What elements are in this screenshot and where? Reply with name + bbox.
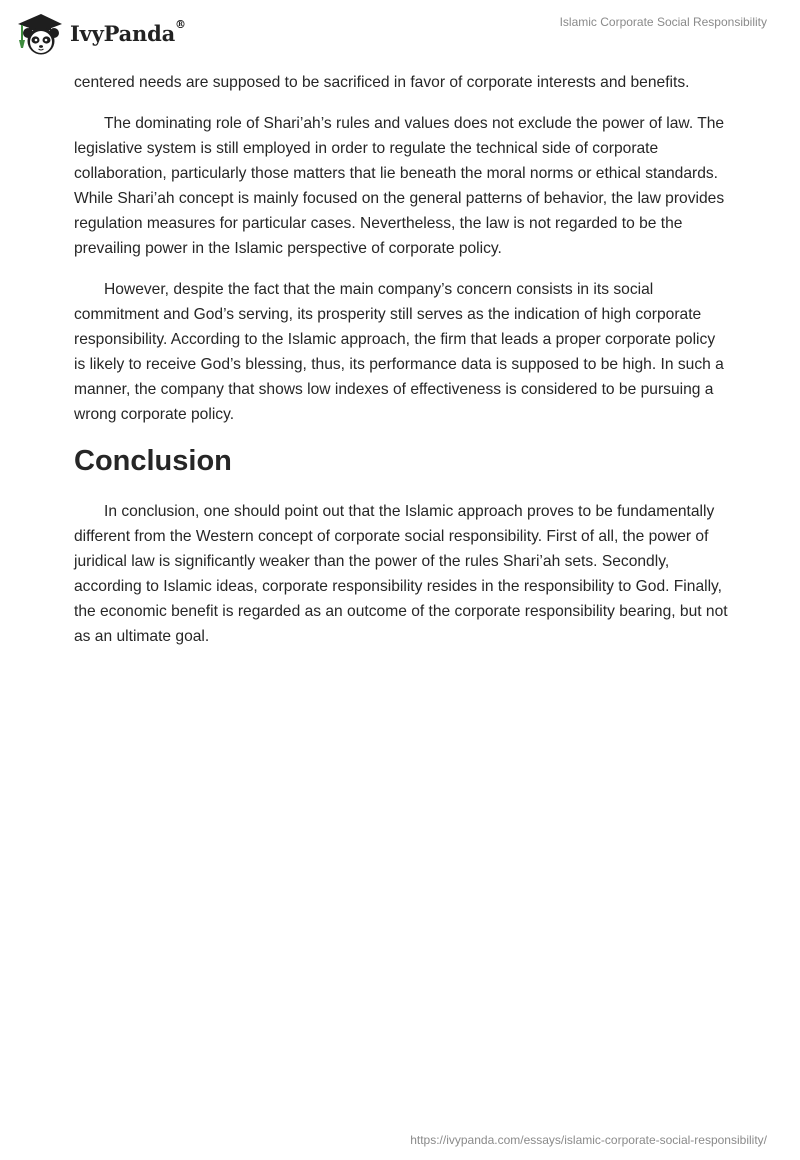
paragraph-continued: centered needs are supposed to be sacrificed in favor of corporate interests and benefits. <box>74 74 690 91</box>
source-url-link[interactable]: https://ivypanda.com/essays/islamic-corporate-social-responsibility/ <box>410 1133 767 1147</box>
page-header <box>0 0 800 64</box>
paragraph: In conclusion, one should point out that the Islamic approach proves to be fundamentally different from the Western concept of corporate social responsibility. First of all, the power of juridical law is significantly weaker than the power of the rules Shari’ah sets. Secondly, according to Islamic ideas, corporate responsibility resides in the responsibility to God. Finally, the economic benefit is regarded as an outcome of the corporate responsibility bearing, but not as an ultimate goal. <box>74 503 728 645</box>
section-heading: Conclusion <box>74 445 232 477</box>
paragraph: However, despite the fact that the main company’s concern consists in its social commitment and God’s serving, its prosperity still serves as the indication of high corporate responsibility. According to the Islamic approach, the firm that leads a proper corporate policy is likely to receive God’s blessing, thus, its performance data is supposed to be high. In such a manner, the company that shows low indexes of effectiveness is considered to be pursuing a wrong corporate policy. <box>74 281 724 423</box>
ivypanda-logo[interactable] <box>14 8 186 58</box>
essay-body <box>74 70 730 665</box>
paragraph: The dominating role of Shari’ah’s rules and values does not exclude the power of law. The legislative system is still employed in order to regulate the technical side of corporate collaboration, particularly those matters that lie beneath the moral norms or ethical standards. While Shari’ah concept is mainly focused on the general patterns of behavior, the law provides regulation measures for particular cases. Nevertheless, the law is not regarded to be the prevailing power in the Islamic perspective of corporate policy. <box>74 115 725 257</box>
registered-mark: ® <box>175 17 186 31</box>
panda-graduation-cap-icon <box>14 8 64 58</box>
document-title: Islamic Corporate Social Responsibility <box>559 15 767 29</box>
brand-name: IvyPanda® <box>70 17 186 46</box>
